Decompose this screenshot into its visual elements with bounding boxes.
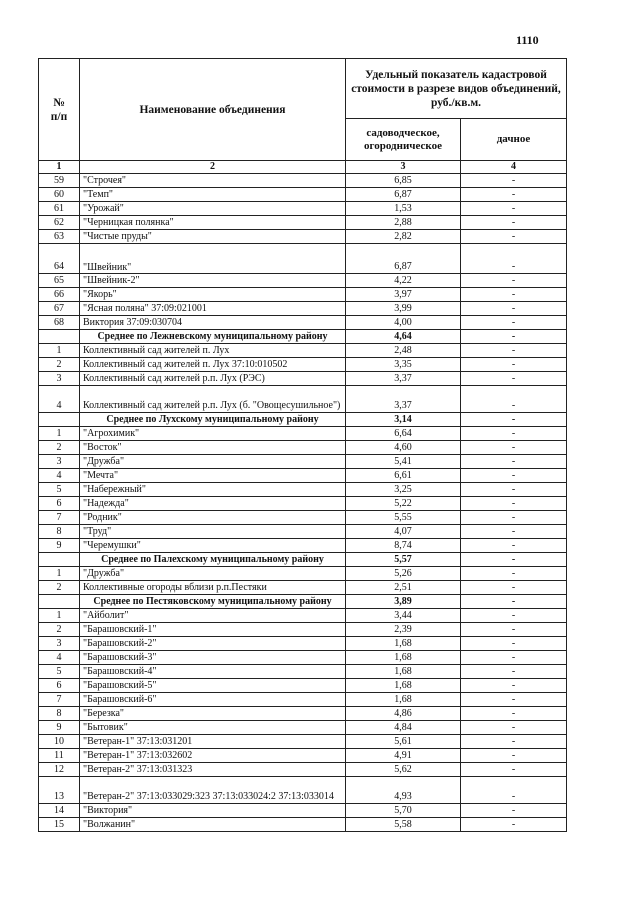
row-dacha-value: -	[461, 609, 567, 623]
row-name: "Швейник"	[80, 244, 346, 274]
row-garden-value: 2,82	[346, 230, 461, 244]
table-row	[39, 302, 567, 316]
row-garden-value: 5,22	[346, 497, 461, 511]
row-dacha-value: -	[461, 441, 567, 455]
row-garden-value: 5,57	[346, 553, 461, 567]
row-dacha-value: -	[461, 497, 567, 511]
row-dacha-value: -	[461, 581, 567, 595]
row-number: 7	[39, 511, 80, 525]
row-dacha-value: -	[461, 427, 567, 441]
row-name: Коллективный сад жителей п. Лух	[80, 344, 346, 358]
row-dacha-value: -	[461, 316, 567, 330]
row-number: 7	[39, 693, 80, 707]
row-dacha-value: -	[461, 188, 567, 202]
row-garden-value: 4,22	[346, 274, 461, 288]
row-number: 62	[39, 216, 80, 230]
row-number: 8	[39, 707, 80, 721]
row-garden-value: 4,64	[346, 330, 461, 344]
row-number: 1	[39, 567, 80, 581]
row-garden-value: 3,99	[346, 302, 461, 316]
index-cell: 4	[461, 161, 567, 174]
row-name: Коллективный сад жителей р.п. Лух (РЭС)	[80, 372, 346, 386]
row-garden-value: 6,85	[346, 174, 461, 188]
row-name: "Чистые пруды"	[80, 230, 346, 244]
row-name: "Якорь"	[80, 288, 346, 302]
table-row	[39, 230, 567, 244]
table-row	[39, 188, 567, 202]
table-row	[39, 665, 567, 679]
table-row	[39, 581, 567, 595]
row-garden-value: 5,70	[346, 804, 461, 818]
row-name: "Мечта"	[80, 469, 346, 483]
row-dacha-value: -	[461, 567, 567, 581]
table-row	[39, 679, 567, 693]
index-cell: 1	[39, 161, 80, 174]
row-dacha-value: -	[461, 511, 567, 525]
row-number: 5	[39, 483, 80, 497]
table-row	[39, 693, 567, 707]
row-garden-value: 4,93	[346, 777, 461, 804]
row-garden-value: 4,91	[346, 749, 461, 763]
table-row	[39, 525, 567, 539]
row-dacha-value: -	[461, 358, 567, 372]
row-garden-value: 4,84	[346, 721, 461, 735]
cadastral-table	[38, 58, 567, 832]
table-row	[39, 288, 567, 302]
table-row	[39, 637, 567, 651]
row-number: 63	[39, 230, 80, 244]
row-number: 68	[39, 316, 80, 330]
table-row	[39, 609, 567, 623]
row-garden-value: 5,41	[346, 455, 461, 469]
row-garden-value: 6,87	[346, 244, 461, 274]
row-number: 14	[39, 804, 80, 818]
table-row	[39, 763, 567, 777]
row-name: "Родник"	[80, 511, 346, 525]
row-number: 65	[39, 274, 80, 288]
table-row	[39, 372, 567, 386]
table-row	[39, 358, 567, 372]
row-number	[39, 595, 80, 609]
table-row	[39, 427, 567, 441]
table-row	[39, 202, 567, 216]
row-garden-value: 3,89	[346, 595, 461, 609]
row-name: "Волжанин"	[80, 818, 346, 832]
row-name: "Швейник-2"	[80, 274, 346, 288]
row-garden-value: 2,88	[346, 216, 461, 230]
row-number: 1	[39, 427, 80, 441]
row-dacha-value: -	[461, 749, 567, 763]
row-garden-value: 5,58	[346, 818, 461, 832]
row-name: "Ветеран-1" 37:13:031201	[80, 735, 346, 749]
average-row	[39, 413, 567, 427]
table-row	[39, 483, 567, 497]
table-body	[39, 174, 567, 832]
row-garden-value: 3,37	[346, 372, 461, 386]
table-row	[39, 316, 567, 330]
row-dacha-value: -	[461, 651, 567, 665]
row-number: 12	[39, 763, 80, 777]
table-row	[39, 344, 567, 358]
row-dacha-value: -	[461, 230, 567, 244]
row-dacha-value: -	[461, 693, 567, 707]
table-row	[39, 174, 567, 188]
row-dacha-value: -	[461, 679, 567, 693]
row-dacha-value: -	[461, 413, 567, 427]
header-num: № п/п	[39, 59, 80, 161]
row-dacha-value: -	[461, 553, 567, 567]
row-garden-value: 5,61	[346, 735, 461, 749]
row-dacha-value: -	[461, 302, 567, 316]
row-dacha-value: -	[461, 707, 567, 721]
row-garden-value: 2,51	[346, 581, 461, 595]
row-garden-value: 6,87	[346, 188, 461, 202]
row-dacha-value: -	[461, 637, 567, 651]
row-name: "Надежда"	[80, 497, 346, 511]
row-name: "Строчея"	[80, 174, 346, 188]
row-garden-value: 3,25	[346, 483, 461, 497]
row-number	[39, 330, 80, 344]
table-row	[39, 386, 567, 413]
row-dacha-value: -	[461, 174, 567, 188]
table-row	[39, 441, 567, 455]
row-number: 10	[39, 735, 80, 749]
table-row	[39, 749, 567, 763]
row-garden-value: 8,74	[346, 539, 461, 553]
index-cell: 3	[346, 161, 461, 174]
row-garden-value: 3,97	[346, 288, 461, 302]
row-name: "Черемушки"	[80, 539, 346, 553]
row-name: "Бытовик"	[80, 721, 346, 735]
row-name: "Барашовский-4"	[80, 665, 346, 679]
table-row	[39, 455, 567, 469]
row-dacha-value: -	[461, 777, 567, 804]
row-garden-value: 1,68	[346, 665, 461, 679]
row-dacha-value: -	[461, 216, 567, 230]
row-name: Среднее по Пестяковскому муниципальному району	[80, 595, 346, 609]
row-name: Среднее по Лухскому муниципальному району	[80, 413, 346, 427]
row-name: "Ясная поляна" 37:09:021001	[80, 302, 346, 316]
row-name: "Ветеран-2" 37:13:031323	[80, 763, 346, 777]
row-dacha-value: -	[461, 372, 567, 386]
row-number: 9	[39, 721, 80, 735]
row-garden-value: 2,39	[346, 623, 461, 637]
average-row	[39, 553, 567, 567]
row-number	[39, 553, 80, 567]
row-number: 59	[39, 174, 80, 188]
average-row	[39, 330, 567, 344]
row-number: 3	[39, 455, 80, 469]
row-name: Коллективные огороды вблизи р.п.Пестяки	[80, 581, 346, 595]
row-name: "Труд"	[80, 525, 346, 539]
table-row	[39, 567, 567, 581]
row-garden-value: 1,68	[346, 637, 461, 651]
row-garden-value: 4,07	[346, 525, 461, 539]
row-garden-value: 6,61	[346, 469, 461, 483]
table-row	[39, 777, 567, 804]
row-name: "Барашовский-3"	[80, 651, 346, 665]
row-garden-value: 1,68	[346, 679, 461, 693]
table-row	[39, 804, 567, 818]
row-name: Коллективный сад жителей п. Лух 37:10:010502	[80, 358, 346, 372]
row-number: 6	[39, 497, 80, 511]
row-name: Виктория 37:09:030704	[80, 316, 346, 330]
row-dacha-value: -	[461, 469, 567, 483]
row-dacha-value: -	[461, 386, 567, 413]
row-number: 4	[39, 469, 80, 483]
row-garden-value: 3,14	[346, 413, 461, 427]
row-name: "Дружба"	[80, 455, 346, 469]
row-garden-value: 1,68	[346, 693, 461, 707]
row-name: Среднее по Палехскому муниципальному району	[80, 553, 346, 567]
row-number: 3	[39, 637, 80, 651]
row-garden-value: 4,86	[346, 707, 461, 721]
row-name: "Черницкая полянка"	[80, 216, 346, 230]
row-garden-value: 3,44	[346, 609, 461, 623]
row-dacha-value: -	[461, 735, 567, 749]
row-garden-value: 2,48	[346, 344, 461, 358]
row-number: 2	[39, 623, 80, 637]
row-name: Коллективный сад жителей р.п. Лух (б. "Овощесушильное")	[80, 386, 346, 413]
row-number: 13	[39, 777, 80, 804]
table-row	[39, 511, 567, 525]
row-name: "Дружба"	[80, 567, 346, 581]
row-number: 15	[39, 818, 80, 832]
row-dacha-value: -	[461, 595, 567, 609]
row-dacha-value: -	[461, 344, 567, 358]
row-name: "Ветеран-2" 37:13:033029:323 37:13:033024:2 37:13:033014	[80, 777, 346, 804]
row-number: 66	[39, 288, 80, 302]
header-name: Наименование объединения	[80, 59, 346, 161]
row-number	[39, 413, 80, 427]
row-name: "Агрохимик"	[80, 427, 346, 441]
row-dacha-value: -	[461, 665, 567, 679]
table-row	[39, 707, 567, 721]
row-dacha-value: -	[461, 274, 567, 288]
row-dacha-value: -	[461, 288, 567, 302]
table-row	[39, 623, 567, 637]
table-row	[39, 539, 567, 553]
row-number: 5	[39, 665, 80, 679]
row-garden-value: 3,37	[346, 386, 461, 413]
row-name: "Айболит"	[80, 609, 346, 623]
row-dacha-value: -	[461, 455, 567, 469]
row-number: 60	[39, 188, 80, 202]
row-dacha-value: -	[461, 330, 567, 344]
row-name: "Барашовский-5"	[80, 679, 346, 693]
table-row	[39, 651, 567, 665]
row-name: "Ветеран-1" 37:13:032602	[80, 749, 346, 763]
row-garden-value: 5,62	[346, 763, 461, 777]
row-name: "Барашовский-6"	[80, 693, 346, 707]
row-dacha-value: -	[461, 525, 567, 539]
row-number: 8	[39, 525, 80, 539]
row-name: "Барашовский-1"	[80, 623, 346, 637]
row-number: 2	[39, 441, 80, 455]
row-name: "Урожай"	[80, 202, 346, 216]
table-row	[39, 735, 567, 749]
row-garden-value: 3,35	[346, 358, 461, 372]
row-name: "Барашовский-2"	[80, 637, 346, 651]
row-dacha-value: -	[461, 539, 567, 553]
row-name: "Виктория"	[80, 804, 346, 818]
row-dacha-value: -	[461, 244, 567, 274]
table-row	[39, 497, 567, 511]
table-row	[39, 469, 567, 483]
row-garden-value: 5,55	[346, 511, 461, 525]
row-garden-value: 1,68	[346, 651, 461, 665]
table-row	[39, 274, 567, 288]
row-number: 9	[39, 539, 80, 553]
row-number: 67	[39, 302, 80, 316]
row-dacha-value: -	[461, 804, 567, 818]
row-dacha-value: -	[461, 763, 567, 777]
row-number: 11	[39, 749, 80, 763]
row-name: Среднее по Лежневскому муниципальному району	[80, 330, 346, 344]
index-cell: 2	[80, 161, 346, 174]
row-number: 2	[39, 581, 80, 595]
header-dacha: дачное	[461, 119, 567, 161]
header-indicator: Удельный показатель кадастровой стоимости в разрезе видов объединений, руб./кв.м.	[346, 59, 567, 119]
row-number: 1	[39, 344, 80, 358]
table-row	[39, 721, 567, 735]
row-garden-value: 4,00	[346, 316, 461, 330]
average-row	[39, 595, 567, 609]
table-row	[39, 244, 567, 274]
row-dacha-value: -	[461, 818, 567, 832]
row-dacha-value: -	[461, 721, 567, 735]
table-row	[39, 818, 567, 832]
row-dacha-value: -	[461, 202, 567, 216]
row-dacha-value: -	[461, 623, 567, 637]
row-name: "Восток"	[80, 441, 346, 455]
row-name: "Набережный"	[80, 483, 346, 497]
row-garden-value: 5,26	[346, 567, 461, 581]
row-number: 6	[39, 679, 80, 693]
row-garden-value: 6,64	[346, 427, 461, 441]
row-garden-value: 1,53	[346, 202, 461, 216]
row-number: 1	[39, 609, 80, 623]
row-garden-value: 4,60	[346, 441, 461, 455]
row-number: 4	[39, 386, 80, 413]
header-garden: садоводческое, огородническое	[346, 119, 461, 161]
row-number: 4	[39, 651, 80, 665]
table-row	[39, 216, 567, 230]
row-number: 2	[39, 358, 80, 372]
row-name: "Темп"	[80, 188, 346, 202]
row-number: 3	[39, 372, 80, 386]
row-name: "Березка"	[80, 707, 346, 721]
row-dacha-value: -	[461, 483, 567, 497]
row-number: 64	[39, 244, 80, 274]
page-number: 1110	[516, 33, 539, 47]
row-number: 61	[39, 202, 80, 216]
